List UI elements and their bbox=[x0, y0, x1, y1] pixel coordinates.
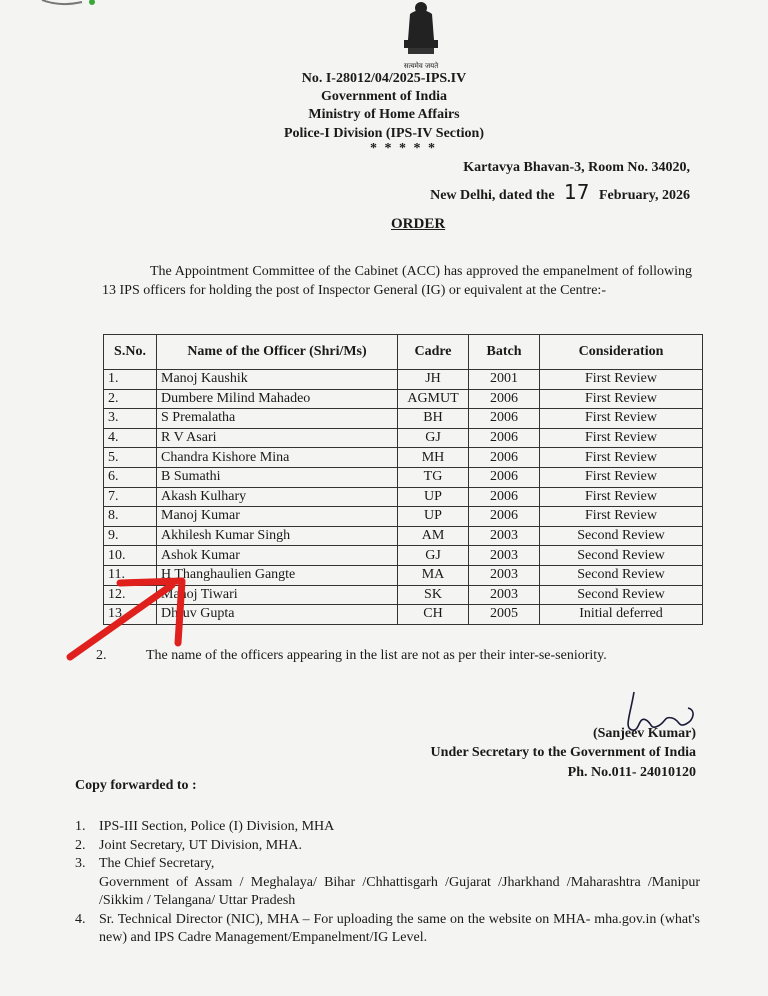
cell-cadre: AGMUT bbox=[398, 389, 469, 409]
copy-item bbox=[75, 855, 700, 911]
cell-consideration: Second Review bbox=[540, 585, 703, 605]
cell-officer-name: Akash Kulhary bbox=[157, 487, 398, 507]
cell-batch: 2003 bbox=[469, 526, 540, 546]
cell-consideration: First Review bbox=[540, 507, 703, 527]
cell-consideration: First Review bbox=[540, 428, 703, 448]
cell-officer-name: S Premalatha bbox=[157, 409, 398, 429]
cell-sno: 2. bbox=[104, 389, 157, 409]
cell-batch: 2006 bbox=[469, 428, 540, 448]
cell-officer-name: Manoj Kumar bbox=[157, 507, 398, 527]
cell-officer-name: Manoj Tiwari bbox=[157, 585, 398, 605]
cell-officer-name: B Sumathi bbox=[157, 467, 398, 487]
header-name: Name of the Officer (Shri/Ms) bbox=[157, 335, 398, 370]
table-row bbox=[104, 448, 703, 468]
paragraph-2-number: 2. bbox=[96, 648, 107, 663]
date-prefix: New Delhi, dated the bbox=[430, 188, 555, 203]
copy-item-text: The Chief Secretary, bbox=[99, 856, 215, 871]
cell-officer-name: H Thanghaulien Gangte bbox=[157, 565, 398, 585]
cell-cadre: TG bbox=[398, 467, 469, 487]
copy-item bbox=[75, 837, 700, 856]
emblem-motto: सत्यमेव जयते bbox=[403, 62, 439, 70]
paragraph-1-text: The Appointment Committee of the Cabinet (ACC) has approved the empanelment of following 13 IPS officers for holding the post of Inspector General (IG) or equivalent at the Centre:- bbox=[102, 264, 692, 298]
copy-item-text: IPS-III Section, Police (I) Division, MHA bbox=[99, 819, 335, 834]
cell-batch: 2006 bbox=[469, 389, 540, 409]
cell-consideration: First Review bbox=[540, 487, 703, 507]
copy-forwarded-heading: Copy forwarded to : bbox=[75, 778, 197, 793]
header-consideration: Consideration bbox=[540, 335, 703, 370]
cell-batch: 2005 bbox=[469, 605, 540, 625]
date-suffix: February, 2026 bbox=[599, 188, 690, 203]
cell-batch: 2003 bbox=[469, 565, 540, 585]
cell-batch: 2001 bbox=[469, 370, 540, 390]
copy-item-number: 1. bbox=[75, 819, 86, 834]
copy-item-text: Sr. Technical Director (NIC), MHA – For uploading the same on the website on MHA- mha.gov.in (what's new) and IPS Cadre Management/Empanelment/IG Level. bbox=[99, 911, 700, 945]
government-name: Government of India bbox=[321, 89, 447, 104]
cell-sno: 8. bbox=[104, 507, 157, 527]
cell-consideration: First Review bbox=[540, 370, 703, 390]
date-line bbox=[430, 180, 690, 204]
table-row bbox=[104, 409, 703, 429]
cell-sno: 7. bbox=[104, 487, 157, 507]
order-title: ORDER bbox=[391, 216, 446, 232]
cell-consideration: Second Review bbox=[540, 526, 703, 546]
ministry-name: Ministry of Home Affairs bbox=[308, 107, 460, 122]
cell-sno: 9. bbox=[104, 526, 157, 546]
table-row bbox=[104, 370, 703, 390]
signatory-designation: Under Secretary to the Government of India bbox=[430, 745, 696, 760]
cell-cadre: UP bbox=[398, 507, 469, 527]
cell-consideration: Second Review bbox=[540, 546, 703, 566]
cell-officer-name: Akhilesh Kumar Singh bbox=[157, 526, 398, 546]
cell-officer-name: Chandra Kishore Mina bbox=[157, 448, 398, 468]
cell-batch: 2006 bbox=[469, 448, 540, 468]
cell-cadre: SK bbox=[398, 585, 469, 605]
cell-sno: 5. bbox=[104, 448, 157, 468]
cell-cadre: UP bbox=[398, 487, 469, 507]
cell-officer-name: Ashok Kumar bbox=[157, 546, 398, 566]
cell-cadre: GJ bbox=[398, 428, 469, 448]
paragraph-2-text: The name of the officers appearing in the list are not as per their inter-se-seniority. bbox=[146, 648, 607, 663]
cell-cadre: AM bbox=[398, 526, 469, 546]
order-paragraph-2 bbox=[96, 646, 696, 665]
cell-batch: 2003 bbox=[469, 585, 540, 605]
cell-officer-name: Dumbere Milind Mahadeo bbox=[157, 389, 398, 409]
copy-item bbox=[75, 911, 700, 948]
handwritten-day: 17 bbox=[564, 180, 590, 204]
cell-consideration: First Review bbox=[540, 467, 703, 487]
cell-officer-name: Dhruv Gupta bbox=[157, 605, 398, 625]
cell-sno: 11. bbox=[104, 565, 157, 585]
cell-consideration: First Review bbox=[540, 409, 703, 429]
file-number: No. I-28012/04/2025-IPS.IV bbox=[301, 71, 467, 86]
header-sno: S.No. bbox=[104, 335, 157, 370]
table-row bbox=[104, 467, 703, 487]
cell-sno: 3. bbox=[104, 409, 157, 429]
cell-batch: 2006 bbox=[469, 507, 540, 527]
copy-forwarded-list bbox=[75, 818, 700, 948]
cell-sno: 13. bbox=[104, 605, 157, 625]
cell-batch: 2006 bbox=[469, 467, 540, 487]
table-row bbox=[104, 507, 703, 527]
division-name: Police-I Division (IPS-IV Section) bbox=[283, 126, 484, 141]
cell-consideration: Second Review bbox=[540, 565, 703, 585]
table-row bbox=[104, 526, 703, 546]
cell-batch: 2006 bbox=[469, 487, 540, 507]
copy-item-text: Joint Secretary, UT Division, MHA. bbox=[99, 837, 302, 853]
national-emblem-icon bbox=[396, 0, 446, 72]
signatory-phone: Ph. No.011- 24010120 bbox=[567, 765, 696, 780]
header-batch: Batch bbox=[469, 335, 540, 370]
cell-sno: 4. bbox=[104, 428, 157, 448]
copy-item-number: 3. bbox=[75, 856, 86, 871]
table-row bbox=[104, 428, 703, 448]
cell-sno: 12. bbox=[104, 585, 157, 605]
cell-cadre: JH bbox=[398, 370, 469, 390]
cell-cadre: CH bbox=[398, 605, 469, 625]
cell-cadre: MA bbox=[398, 565, 469, 585]
copy-item-number: 4. bbox=[75, 911, 86, 927]
top-edge-mark bbox=[40, 0, 100, 8]
cell-officer-name: Manoj Kaushik bbox=[157, 370, 398, 390]
cell-cadre: MH bbox=[398, 448, 469, 468]
table-row bbox=[104, 546, 703, 566]
cell-officer-name: R V Asari bbox=[157, 428, 398, 448]
table-row bbox=[104, 487, 703, 507]
table-header-row bbox=[104, 335, 703, 370]
office-address: Kartavya Bhavan-3, Room No. 34020, bbox=[463, 160, 690, 175]
header-cadre: Cadre bbox=[398, 335, 469, 370]
cell-consideration: First Review bbox=[540, 448, 703, 468]
separator-stars: * * * * * bbox=[370, 141, 437, 156]
signatory-name: (Sanjeev Kumar) bbox=[592, 726, 696, 741]
copy-item bbox=[75, 818, 700, 837]
cell-sno: 1. bbox=[104, 370, 157, 390]
cell-cadre: BH bbox=[398, 409, 469, 429]
cell-sno: 6. bbox=[104, 467, 157, 487]
cell-batch: 2006 bbox=[469, 409, 540, 429]
table-row bbox=[104, 389, 703, 409]
order-paragraph-1 bbox=[102, 262, 692, 300]
cell-sno: 10. bbox=[104, 546, 157, 566]
cell-cadre: GJ bbox=[398, 546, 469, 566]
copy-item-number: 2. bbox=[75, 837, 86, 853]
cell-consideration: Initial deferred bbox=[540, 605, 703, 625]
cell-consideration: First Review bbox=[540, 389, 703, 409]
copy-item-subtext: Government of Assam / Meghalaya/ Bihar /Chhattisgarh /Gujarat /Jharkhand /Maharashtra /Manipur /Sikkim / Telangana/ Uttar Pradesh bbox=[99, 874, 700, 908]
cell-batch: 2003 bbox=[469, 546, 540, 566]
